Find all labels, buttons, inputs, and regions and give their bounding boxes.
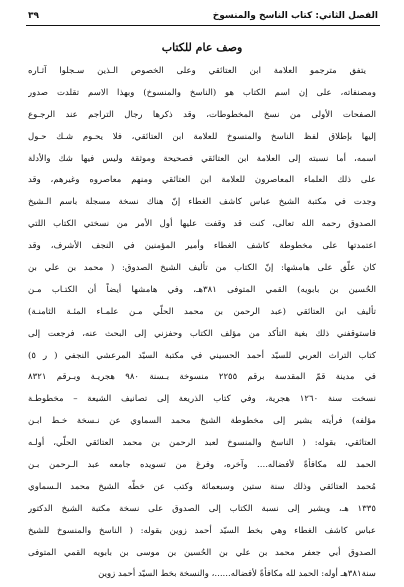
text-line: في مدينة قمّ المقدسة برقم ٢٢٥٥ منسوخة بـسنة ٩٨٠ هجريـة وبـرقم ٨٣٢١ [28, 372, 376, 383]
text-line: مُحمد العتائقي وذلك سنة ستين وسبعمائة وكتب عن خطّه الشيخ محمد الـسماوي [28, 481, 376, 492]
text-line: الصدوق رحمه الله تعالى، كنت قد وقفت عليها أول الأمر من نسختي الكتاب اللتي [28, 219, 376, 230]
text-line: يتفق مترجمو العلامة ابن العتائقي وعلى الخصوص الـذين سـجلوا آثـاره [28, 66, 366, 76]
text-line: تأليف ابن العتائقي (عبد الرحمن بن محمد الحلّي مـن علمـاء المئـة الثامنـة) [28, 306, 376, 317]
text-line: الصدوق أبي جعفر محمد بن علي بن الحُسين بن موسى بن بابويه القمي المتوفى [28, 547, 376, 558]
text-line: كتاب التراث العربي للسيّد أحمد الحسيني في مكتبة السيّد المرعشي النجفي ( ر ٥) [28, 350, 376, 361]
body-text [28, 61, 376, 586]
text-line: إليها بإطلاق لفظ الناسخ والمنسوخ للعلامة ابن العتائقي، فلا يحـوم شـك حـول [28, 131, 376, 142]
chapter-title: الفصل الثاني: كتاب الناسخ والمنسوخ [212, 11, 378, 21]
text-line: عباس كاشف الغطاء وهي بخط السيّد أحمد زوين بقوله: ( الناسخ والمنسوخ للشيخ [28, 525, 376, 536]
text-line: اسمه، أما نسبته إلى العلامة ابن العتائقي فصحيحة وموثقة وليس فيها شك والأدلة [28, 153, 376, 164]
text-line: فاستوقفني ذلك بغية التأكد من مؤلف الكتاب وحفزني إلى البحث عنه، فرجعت إلى [28, 328, 376, 339]
text-line: كان علّق على هامشها: إنّ الكتاب من تأليف الشيخ الصدوق: ( محمد بن علي بن [28, 263, 376, 274]
text-line: الحُسين بن بابويه) القمي المتوفى ٣٨١هـ، وفي هامشها أيضاً أن الكتـاب مـن [28, 284, 376, 295]
running-header [28, 9, 378, 23]
page-number: ٣٩ [28, 11, 39, 21]
text-line: اعتمدتها على مخطوطة كاشف الغطاء وأمير المؤمنين في النجف الأشرف، وقد [28, 241, 376, 252]
section-title: وصف عام للكتاب [161, 41, 243, 54]
header-divider [26, 25, 380, 26]
text-line: سنة٣٨١هـ أوله: الحمد لله مكافأةً لأفضاله......، والنسخة بخط السيّد أحمد زوين [98, 569, 376, 580]
text-line: الصفحات الأولى من نسخ المخطوطات، وقد ذكرها رجال التراجم عند الرجـوع [28, 109, 376, 120]
text-line: العتائقي، بقوله: ( الناسخ والمنسوخ لعبد الرحمن بن محمد العتائقي الحلّي، أولـه [28, 438, 376, 449]
text-line: ١٣٣٥ هـ، ويشير إلى نسبة الكتاب إلى الصدوق على نسخة مكتبة الشيخ الدكتور [28, 503, 376, 514]
text-line: نسخت سنة ١٢٦٠ هجرية، وفي كتاب الذريعة إلى تصانيف الشيعة – مخطوطـة [28, 394, 376, 405]
text-line: وجدت في مكتبة الشيخ عباس كاشف الغطاء إنّ هناك نسخة مسجلة باسم الـشيخ [28, 197, 376, 208]
text-line: على ذلك العلماء المعاصرون للعلامة ابن العتائقي ومنهم معاصروه وغيرهم، وقد [28, 175, 376, 186]
text-line: مؤلفه) فرأيته يشير إلى مخطوطة الشيخ محمد السماوي عن نـسخة خـط ابـن [28, 416, 376, 427]
text-line: الحمد لله مكافأةً لأفضاله.... وآخره، وفرغ من تسويده جامعه عبد الـرحمن بـن [28, 460, 376, 471]
text-line: ومصنفاته، على إن اسم الكتاب هو (الناسخ والمنسوخ) وبهذا الاسم تقلدت صدور [28, 87, 376, 98]
